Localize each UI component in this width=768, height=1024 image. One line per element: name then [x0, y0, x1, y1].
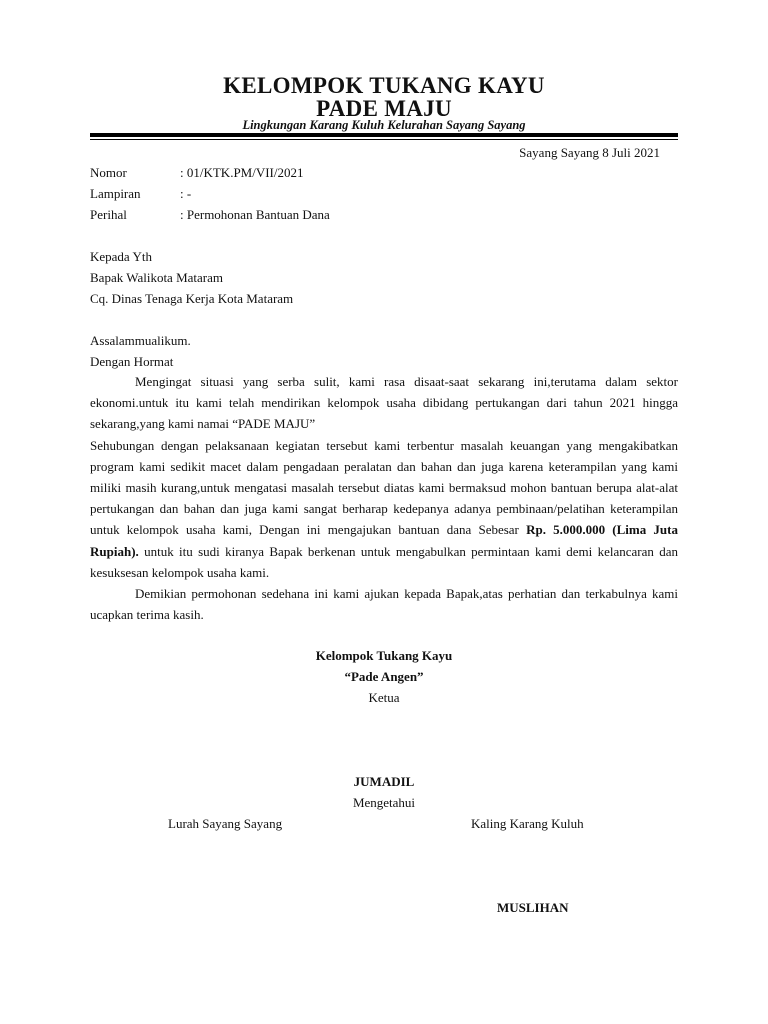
signature-name: JUMADIL: [353, 774, 415, 789]
greeting-salam: Assalammualikum.: [90, 333, 191, 348]
meta-value-nomor: : 01/KTK.PM/VII/2021: [180, 165, 304, 180]
letterhead-rule-thin: [90, 139, 678, 140]
meta-label-nomor: Nomor: [90, 165, 127, 180]
kaling-title: Kaling Karang Kuluh: [471, 816, 584, 831]
recipient-line3: Cq. Dinas Tenaga Kerja Kota Mataram: [90, 291, 294, 306]
acknowledged-label: Mengetahui: [352, 795, 416, 810]
body-paragraph-1: Mengingat situasi yang serba sulit, kami rasa disaat-saat sekarang ini,terutama dalam sektor ekonomi.untuk itu kami telah mendirikan kelompok usaha dibidang pertukangan dari tahun 2021 hingga sekarang,yang kami namai “PADE MAJU”: [90, 374, 678, 432]
org-title-line1: KELOMPOK TUKANG KAYU: [223, 73, 545, 98]
body-paragraph-3: Demikian permohonan sedehana ini kami ajukan kepada Bapak,atas perhatian dan terkabulnya kami ucapkan terima kasih.: [90, 586, 678, 623]
greeting-hormat: Dengan Hormat: [90, 354, 174, 369]
meta-value-perihal: : Permohonan Bantuan Dana: [180, 207, 330, 222]
signature-group-name: “Pade Angen”: [344, 669, 424, 684]
signature-role: Ketua: [368, 690, 400, 705]
meta-value-lampiran: : -: [180, 186, 192, 201]
meta-label-lampiran: Lampiran: [90, 186, 141, 201]
body-paragraph-2-text-a: Sehubungan dengan pelaksanaan kegiatan tersebut kami terbentur masalah keuangan yang mengakibatkan program kami sedikit macet dalam pengadaan peralatan dan bahan dan juga karena keterampilan yang kami miliki masih kurang,untuk mengatasi masalah tersebut diatas kami bermaksud mohon bantuan berupa alat-alat pertukangan dan bahan dan juga kami sangat berharap kedepanya adanya pembinaan/pelatihan keterampilan untuk kelompok usaha kami, Dengan ini mengajukan bantuan dana Sebesar: [90, 437, 678, 538]
recipient-line1: Kepada Yth: [90, 249, 152, 264]
org-address: Lingkungan Karang Kuluh Kelurahan Sayang Sayang: [242, 118, 526, 132]
body-paragraph-2: [90, 435, 678, 583]
recipient-line2: Bapak Walikota Mataram: [90, 270, 224, 285]
signature-group: Kelompok Tukang Kayu: [315, 648, 453, 663]
meta-label-perihal: Perihal: [90, 207, 127, 222]
kaling-name: MUSLIHAN: [497, 900, 569, 915]
org-title-line2: PADE MAJU: [316, 96, 452, 121]
requested-amount: Rp. 5.000.000 (Lima Juta Rupiah).: [90, 522, 678, 559]
body-paragraph-2-text-b: untuk itu sudi kiranya Bapak berkenan untuk mengabulkan permintaan kami demi kelancaran dan kesuksesan kelompok usaha kami.: [90, 543, 678, 580]
letterhead-rule-thick: [90, 133, 678, 137]
letter-date: Sayang Sayang 8 Juli 2021: [519, 145, 660, 160]
letter-body: [90, 371, 678, 625]
lurah-title: Lurah Sayang Sayang: [168, 816, 283, 831]
